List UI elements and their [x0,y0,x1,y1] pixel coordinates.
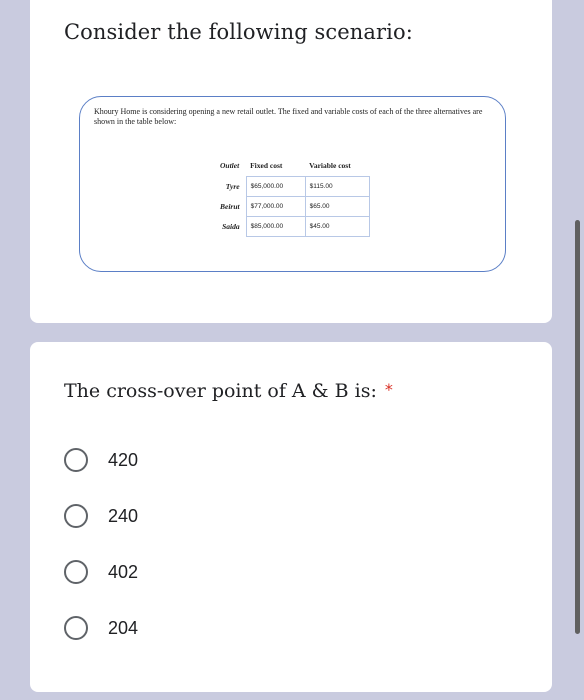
variable-cost-cell: $45.00 [305,217,369,237]
cost-table [216,159,370,237]
scenario-description: Khoury Home is considering opening a new retail outlet. The fixed and variable costs of each of the three alternatives are shown in the table below: [94,107,483,126]
option-label: 402 [108,561,139,582]
question-text: The cross-over point of A & B is: [64,380,377,402]
table-row [216,197,369,217]
option-204[interactable] [64,614,138,642]
radio-button[interactable] [64,616,88,640]
question-title [64,380,393,402]
question-card [30,342,552,692]
radio-button[interactable] [64,448,88,472]
outlet-name: Saida [222,222,240,231]
header-outlet: Outlet [220,160,240,170]
outlet-name: Beirut [220,202,240,211]
option-402[interactable] [64,558,138,586]
outlet-name: Tyre [225,182,240,191]
table-row [216,217,369,237]
option-420[interactable] [64,446,138,474]
fixed-cost-cell: $65,000.00 [246,177,305,197]
variable-cost-cell: $115.00 [305,177,369,197]
scenario-card [30,0,552,323]
radio-button[interactable] [64,504,88,528]
option-240[interactable] [64,502,138,530]
scrollbar[interactable] [575,220,580,634]
variable-cost-cell: $65.00 [305,197,369,217]
required-asterisk: * [384,380,393,399]
table-row [216,177,369,197]
fixed-cost-cell: $77,000.00 [246,197,305,217]
scenario-title: Consider the following scenario: [64,20,413,44]
options-group [64,446,138,670]
option-label: 240 [108,505,139,526]
radio-button[interactable] [64,560,88,584]
option-label: 204 [108,617,139,638]
table-header-row [216,159,369,177]
header-fixed-cost: Fixed cost [250,160,283,170]
scenario-image [79,96,506,272]
header-variable-cost: Variable cost [309,160,351,170]
fixed-cost-cell: $85,000.00 [246,217,305,237]
option-label: 420 [108,449,139,470]
